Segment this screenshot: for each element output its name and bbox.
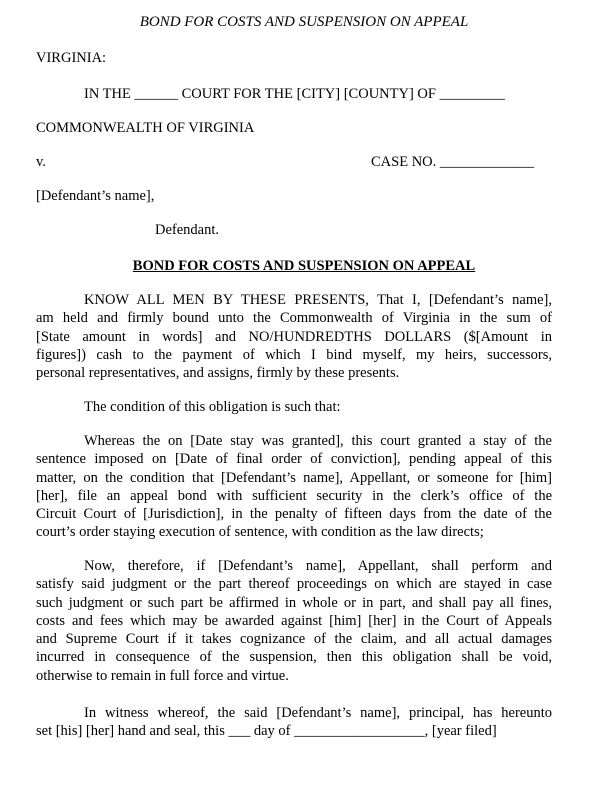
paragraph-line: otherwise to remain in full force and virtue. — [36, 667, 289, 684]
paragraph-witness — [36, 704, 552, 741]
paragraph-line: sentence imposed on [Date of final order of conviction], pending appeal of this — [36, 451, 552, 468]
paragraph-line: set [his] [her] hand and seal, this ___ day of __________________, [year filed] — [36, 723, 497, 740]
versus-label: v. — [36, 154, 46, 170]
paragraph-line: In witness whereof, the said [Defendant’s name], principal, has hereunto — [84, 705, 552, 721]
paragraph-line: satisfy said judgment or the part thereof proceedings on which are stayed in case — [36, 576, 552, 593]
paragraph-line: costs and fees which may be awarded against [him] [her] in the Court of Appeals — [36, 612, 552, 629]
state-label: VIRGINIA: — [36, 50, 107, 66]
paragraph-line: such judgment or such part be affirmed in whole or in part, and shall pay all fines, — [36, 594, 552, 611]
case-number: CASE NO. _____________ — [371, 154, 535, 170]
court-line: IN THE ______ COURT FOR THE [CITY] [COUNTY] OF _________ — [84, 86, 505, 102]
paragraph-line: [her], file an appeal bond with sufficient security in the clerk’s office of the — [36, 487, 552, 504]
paragraph-condition — [36, 398, 552, 416]
paragraph-line: [State amount in words] and NO/HUNDREDTHS DOLLARS ($[Amount in — [36, 328, 552, 345]
paragraph-line: and Supreme Court if it takes cognizance of the claim, and all actual damages — [36, 631, 552, 648]
document-title: BOND FOR COSTS AND SUSPENSION ON APPEAL — [139, 14, 469, 30]
paragraph-line: Whereas the on [Date stay was granted], this court granted a stay of the — [84, 433, 552, 449]
plaintiff-name: COMMONWEALTH OF VIRGINIA — [36, 120, 255, 136]
paragraph-line: figures]) cash to the payment of which I bind myself, my heirs, successors, — [36, 346, 552, 363]
paragraph-line: Circuit Court of [Jurisdiction], in the penalty of fifteen days from the date of the — [36, 506, 552, 523]
paragraph-line: matter, on the condition that [Defendant’s name], Appellant, or someone for [him] — [36, 469, 552, 486]
paragraph-therefore — [36, 557, 552, 685]
paragraph-line: Now, therefore, if [Defendant’s name], Appellant, shall perform and — [84, 558, 552, 574]
paragraph-whereas — [36, 432, 552, 542]
paragraph-line: incurred in consequence of the suspension, then this obligation shall be void, — [36, 649, 552, 666]
paragraph-line: The condition of this obligation is such that: — [84, 399, 341, 415]
paragraph-line: am held and firmly bound unto the Commonwealth of Virginia in the sum of — [36, 310, 552, 327]
paragraph-line: personal representatives, and assigns, firmly by these presents. — [36, 365, 400, 382]
defendant-label: Defendant. — [155, 222, 220, 238]
paragraph-line: court’s order staying execution of sentence, with condition as the law directs; — [36, 524, 484, 541]
section-heading: BOND FOR COSTS AND SUSPENSION ON APPEAL — [132, 258, 476, 274]
paragraph-line: KNOW ALL MEN BY THESE PRESENTS, That I, [Defendant’s name], — [84, 292, 552, 308]
paragraph-obligation — [36, 291, 552, 382]
defendant-name: [Defendant’s name], — [36, 188, 155, 204]
